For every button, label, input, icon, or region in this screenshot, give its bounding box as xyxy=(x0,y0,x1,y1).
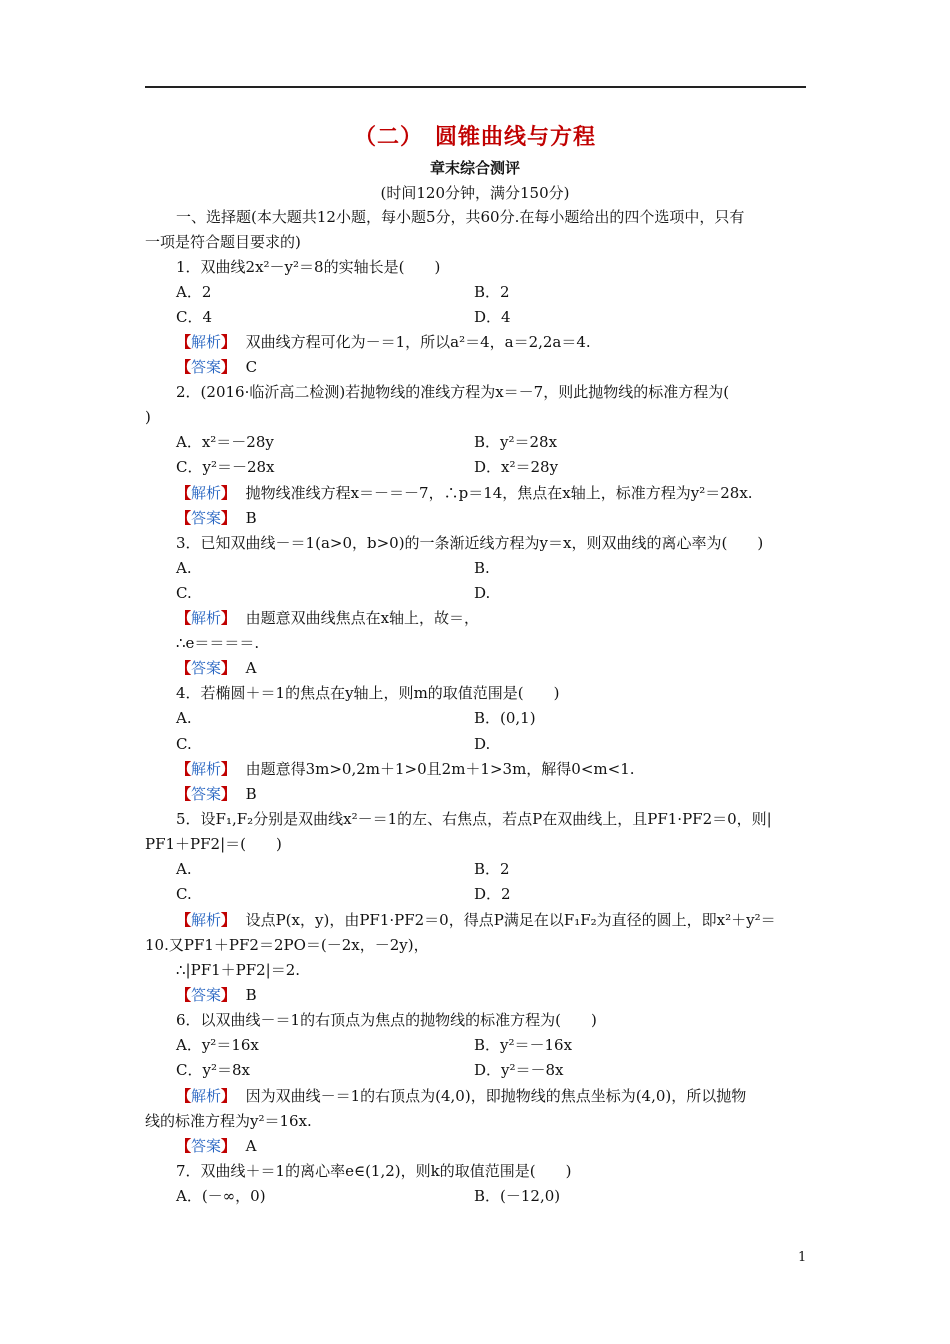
q4-option-d: D. xyxy=(474,735,491,753)
q5-analysis-line3: ∴|PF1＋PF2|＝2. xyxy=(176,961,301,979)
chapter-title: （二） 圆锥曲线与方程 xyxy=(353,124,596,150)
analysis-tag: 【解析】 xyxy=(176,760,237,778)
analysis-tag: 【解析】 xyxy=(176,911,237,929)
q1-option-b: B．2 xyxy=(474,283,510,301)
q3-option-c: C. xyxy=(176,584,192,602)
q5-option-c: C. xyxy=(176,885,192,903)
q2-option-c: C．y²＝－28x xyxy=(176,458,275,476)
section-intro-line1: 一、选择题(本大题共12小题，每小题5分，共60分.在每小题给出的四个选项中，只有 xyxy=(176,208,745,226)
q5-stem-line1: 5．设F₁,F₂分别是双曲线x²－＝1的左、右焦点，若点P在双曲线上，且PF1·PF2＝0，则| xyxy=(176,810,772,828)
q6-analysis: 【解析】 因为双曲线－＝1的右顶点为(4,0)，即抛物线的焦点坐标为(4,0)，所以抛物 xyxy=(176,1087,747,1105)
answer-tag: 【答案】 xyxy=(176,1137,237,1155)
q6-option-a: A．y²＝16x xyxy=(176,1036,259,1054)
q5-analysis-line2: 10.又PF1＋PF2＝2PO＝(－2x，－2y)， xyxy=(145,936,429,954)
q4-option-c: C. xyxy=(176,735,192,753)
q2-analysis: 【解析】 抛物线准线方程x＝－＝－7，∴p＝14，焦点在x轴上，标准方程为y²＝28x. xyxy=(176,484,753,502)
answer-tag: 【答案】 xyxy=(176,659,237,677)
chapter-subtitle: 章末综合测评 xyxy=(429,159,520,177)
analysis-tag: 【解析】 xyxy=(176,484,237,502)
answer-tag: 【答案】 xyxy=(176,509,237,527)
q7-option-a: A．(－∞，0) xyxy=(176,1187,266,1205)
q3-analysis: 【解析】 由题意双曲线焦点在x轴上，故＝， xyxy=(176,609,480,627)
answer-tag: 【答案】 xyxy=(176,785,237,803)
q2-option-a: A．x²＝－28y xyxy=(176,433,274,451)
answer-tag: 【答案】 xyxy=(176,358,237,376)
header-rule xyxy=(145,86,806,88)
q1-analysis: 【解析】 双曲线方程可化为－＝1，所以a²＝4，a＝2,2a＝4. xyxy=(176,333,591,351)
q5-option-d: D．2 xyxy=(474,885,511,903)
answer-tag: 【答案】 xyxy=(176,986,237,1004)
q3-answer: 【答案】 A xyxy=(176,659,257,677)
q2-stem-line2: ) xyxy=(145,408,151,426)
q5-analysis: 【解析】 设点P(x，y)，由PF1·PF2＝0，得点P满足在以F₁F₂为直径的圆上，即x²＋y²＝ xyxy=(176,911,776,929)
q6-option-d: D．y²＝－8x xyxy=(474,1061,564,1079)
q6-answer: 【答案】 A xyxy=(176,1137,257,1155)
q4-answer: 【答案】 B xyxy=(176,785,257,803)
section-intro-line2: 一项是符合题目要求的) xyxy=(145,233,301,251)
q1-option-a: A．2 xyxy=(176,283,212,301)
q1-stem: 1．双曲线2x²－y²＝8的实轴长是( ) xyxy=(176,258,441,276)
q5-stem-line2: PF1＋PF2|＝( ) xyxy=(145,835,282,853)
q7-option-b: B．(－12,0) xyxy=(474,1187,561,1205)
analysis-tag: 【解析】 xyxy=(176,1087,237,1105)
analysis-tag: 【解析】 xyxy=(176,609,237,627)
q6-option-c: C．y²＝8x xyxy=(176,1061,250,1079)
q3-option-a: A. xyxy=(176,559,192,577)
q2-stem-line1: 2．(2016·临沂高二检测)若抛物线的准线方程为x＝－7，则此抛物线的标准方程为( xyxy=(176,383,730,401)
page-number: 1 xyxy=(798,1250,807,1265)
q3-stem: 3．已知双曲线－＝1(a>0，b>0)的一条渐近线方程为y＝x，则双曲线的离心率为( ) xyxy=(176,534,764,552)
q6-option-b: B．y²＝－16x xyxy=(474,1036,573,1054)
q1-option-c: C．4 xyxy=(176,308,213,326)
q5-option-b: B．2 xyxy=(474,860,510,878)
q5-option-a: A. xyxy=(176,860,192,878)
q4-option-a: A. xyxy=(176,709,192,727)
q4-analysis: 【解析】 由题意得3m>0,2m＋1>0且2m＋1>3m，解得0<m<1. xyxy=(176,760,635,778)
q4-option-b: B．(0,1) xyxy=(474,709,536,727)
q2-option-d: D．x²＝28y xyxy=(474,458,559,476)
q3-analysis-line2: ∴e＝＝＝＝. xyxy=(176,634,260,652)
q7-stem: 7．双曲线＋＝1的离心率e∈(1,2)，则k的取值范围是( ) xyxy=(176,1162,572,1180)
q6-stem: 6．以双曲线－＝1的右顶点为焦点的抛物线的标准方程为( ) xyxy=(176,1011,597,1029)
q5-answer: 【答案】 B xyxy=(176,986,257,1004)
time-note: (时间120分钟，满分150分) xyxy=(380,184,570,202)
q3-option-b: B. xyxy=(474,559,490,577)
q6-analysis-line2: 线的标准方程为y²＝16x. xyxy=(145,1112,312,1130)
q4-stem: 4．若椭圆＋＝1的焦点在y轴上，则m的取值范围是( ) xyxy=(176,684,560,702)
q1-option-d: D．4 xyxy=(474,308,511,326)
q1-answer: 【答案】 C xyxy=(176,358,258,376)
q3-option-d: D. xyxy=(474,584,491,602)
q2-option-b: B．y²＝28x xyxy=(474,433,558,451)
q2-answer: 【答案】 B xyxy=(176,509,257,527)
analysis-tag: 【解析】 xyxy=(176,333,237,351)
